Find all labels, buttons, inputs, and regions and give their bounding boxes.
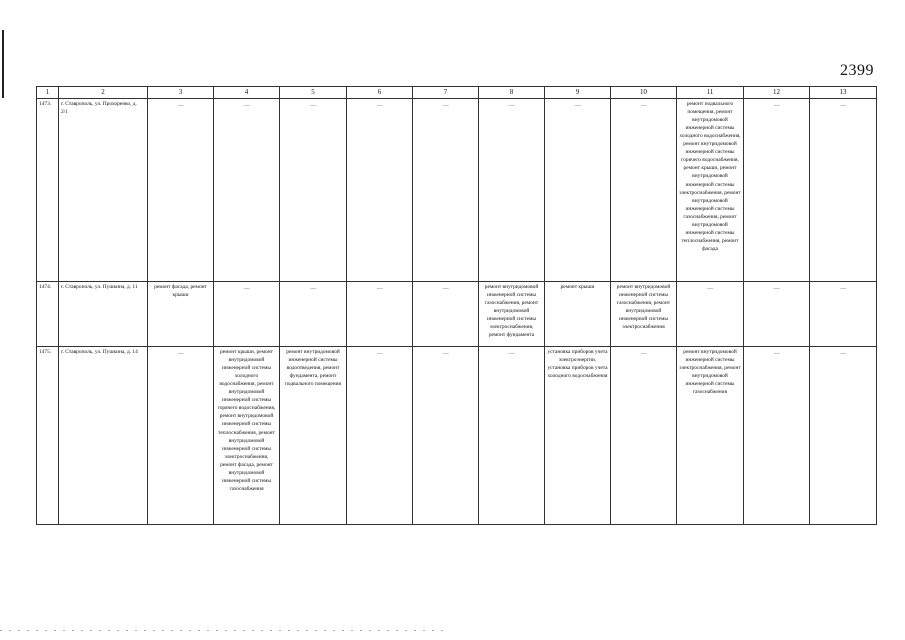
dash-mark: —	[177, 102, 184, 109]
col-header: 10	[611, 87, 677, 99]
col-header: 7	[413, 87, 479, 99]
empty-cell	[214, 98, 280, 281]
empty-cell	[611, 346, 677, 524]
col-header: 6	[347, 87, 413, 99]
header-row	[37, 87, 877, 99]
dash-mark: —	[177, 350, 184, 357]
works-cell: ремонт внутридомовой инженерной системы водоотведения, ремонт фундамента, ремонт подвального помещения	[280, 346, 347, 524]
page-number: 2399	[840, 62, 874, 79]
dash-mark: —	[310, 285, 316, 292]
empty-cell	[545, 98, 611, 281]
row-number: 1473.	[37, 98, 59, 281]
dash-mark: —	[376, 285, 383, 292]
col-header: 12	[744, 87, 810, 99]
table-row	[37, 281, 877, 346]
empty-cell	[744, 281, 810, 346]
address-cell: г. Ставрополь, ул. Прохоренко, д. 2/1	[59, 98, 148, 281]
dash-mark: —	[840, 102, 846, 109]
dash-mark: —	[773, 350, 780, 357]
empty-cell	[611, 98, 677, 281]
dash-mark: —	[442, 285, 449, 292]
dash-mark: —	[640, 350, 647, 357]
col-header: 1	[37, 87, 59, 99]
col-header: 13	[810, 87, 877, 99]
address-cell: г. Ставрополь, ул. Пушкина, д. 11	[59, 281, 148, 346]
dash-mark: —	[442, 350, 449, 357]
repair-schedule-table	[36, 86, 877, 525]
dash-mark: —	[508, 350, 515, 357]
empty-cell	[347, 281, 413, 346]
empty-cell	[280, 281, 347, 346]
col-header: 2	[59, 87, 148, 99]
empty-cell	[347, 98, 413, 281]
works-cell: ремонт крыши, ремонт внутридомовой инженерной системы холодного водоснабжения, ремонт внутридомовой инженерной системы горячего водоснабжения, ремонт внутридомовой инженерной системы теплоснабжения, ремонт внутридомовой инженерной системы электроснабжения, ремонт фасада, ремонт внутридомовой инженерной системы газоснабжения	[214, 346, 280, 524]
dash-mark: —	[773, 285, 780, 292]
col-header: 3	[148, 87, 214, 99]
col-header: 8	[479, 87, 545, 99]
empty-cell	[148, 98, 214, 281]
empty-cell	[810, 281, 877, 346]
dash-mark: —	[707, 285, 713, 292]
empty-cell	[413, 98, 479, 281]
dash-mark: —	[243, 102, 250, 109]
col-header: 11	[677, 87, 744, 99]
dash-mark: —	[773, 102, 780, 109]
dash-mark: —	[508, 102, 515, 109]
empty-cell	[347, 346, 413, 524]
works-cell: ремонт фасада, ремонт крыши	[148, 281, 214, 346]
empty-cell	[810, 98, 877, 281]
empty-cell	[479, 98, 545, 281]
empty-cell	[413, 281, 479, 346]
empty-cell	[677, 281, 744, 346]
dash-mark: —	[840, 350, 846, 357]
works-cell: ремонт крыши	[545, 281, 611, 346]
col-header: 9	[545, 87, 611, 99]
dash-mark: —	[310, 102, 316, 109]
dash-mark: —	[840, 285, 846, 292]
works-cell: ремонт внутридомовой инженерной системы газоснабжения, ремонт внутридомовой инженерной системы электроснабжения	[611, 281, 677, 346]
works-cell: ремонт подвального помещения, ремонт внутридомовой инженерной системы холодного водоснабжения, ремонт внутридомовой инженерной системы горячего водоснабжения, ремонт крыши, ремонт внутридомовой инженерной системы электроснабжения, ремонт внутридомовой инженерной системы газоснабжения, ремонт внутридомовой инженерной системы теплоснабжения, ремонт фасада	[677, 98, 744, 281]
works-cell: ремонт внутридомовой инженерной системы электроснабжения, ремонт внутридомовой инженерной системы газоснабжения	[677, 346, 744, 524]
row-number: 1474.	[37, 281, 59, 346]
empty-cell	[479, 346, 545, 524]
address-cell: г. Ставрополь, ул. Пушкина, д. 14	[59, 346, 148, 524]
empty-cell	[744, 346, 810, 524]
works-cell: ремонт внутридомовой инженерной системы газоснабжения, ремонт внутридомовой инженерной системы электроснабжения, ремонт фундамента	[479, 281, 545, 346]
table-row	[37, 346, 877, 524]
dash-mark: —	[442, 102, 449, 109]
dash-mark: —	[640, 102, 647, 109]
table-row	[37, 98, 877, 281]
empty-cell	[744, 98, 810, 281]
empty-cell	[810, 346, 877, 524]
works-cell: установка приборов учета электроэнергии, установка приборов учета холодного водоснабжения	[545, 346, 611, 524]
empty-cell	[280, 98, 347, 281]
scan-margin-mark	[2, 30, 4, 98]
empty-cell	[413, 346, 479, 524]
dash-mark: —	[243, 285, 250, 292]
empty-cell	[214, 281, 280, 346]
empty-cell	[148, 346, 214, 524]
col-header: 5	[280, 87, 347, 99]
dash-mark: —	[376, 350, 383, 357]
col-header: 4	[214, 87, 280, 99]
row-number: 1475.	[37, 346, 59, 524]
scan-noise-line	[0, 630, 450, 631]
dash-mark: —	[376, 102, 383, 109]
dash-mark: —	[574, 102, 581, 109]
